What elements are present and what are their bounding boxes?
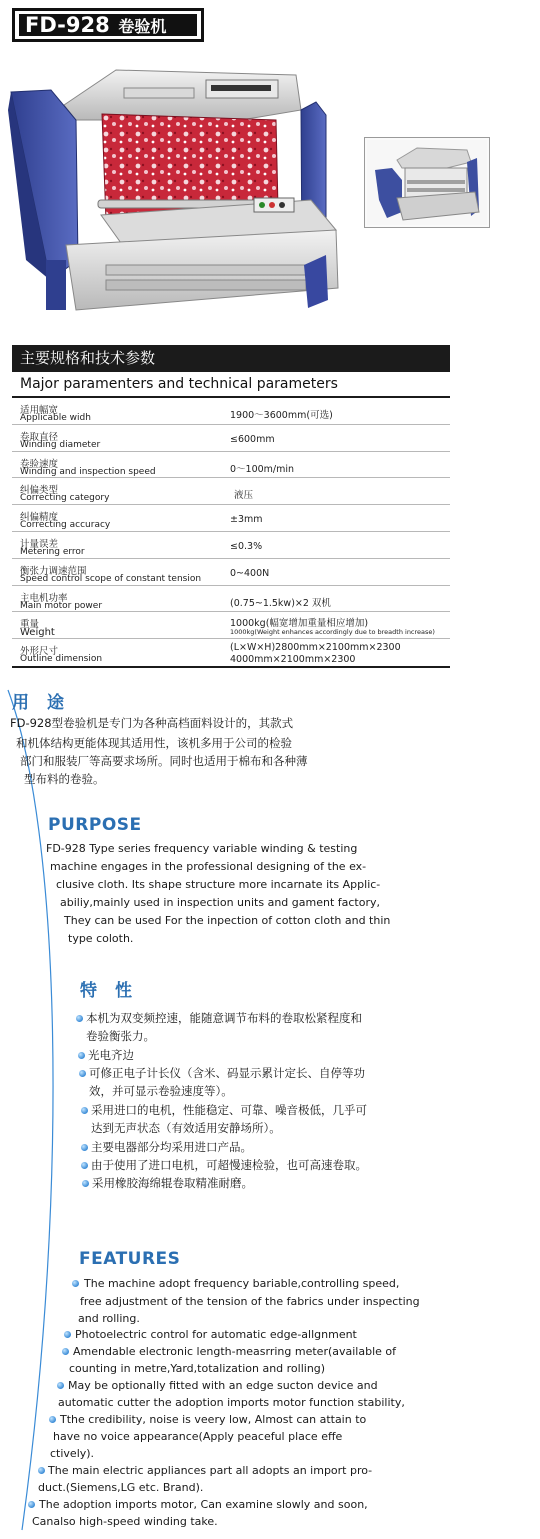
bullet-icon	[57, 1382, 64, 1389]
feature-zh-line: 本机为双变频控速，能随意调节布料的卷取松紧程度和	[86, 1011, 362, 1025]
feature-en-line: Photoelectric control for automatic edge-allgnment	[75, 1328, 357, 1341]
feature-zh-line: 主要电器部分均采用进口产品。	[91, 1140, 252, 1154]
spec-value: (0.75~1.5kw)×2 双机	[230, 597, 331, 609]
product-model: FD-928	[25, 13, 110, 37]
spec-row	[12, 505, 450, 532]
spec-row	[12, 639, 450, 666]
spec-value: ±3mm	[230, 514, 263, 526]
machine-photo-main	[6, 50, 356, 320]
spec-row	[12, 478, 450, 505]
feature-zh-line: 光电齐边	[88, 1048, 134, 1062]
spec-label-zh: 外形尺寸	[20, 646, 59, 658]
feature-en-line: duct.(Siemens,LG etc. Brand).	[38, 1481, 204, 1494]
feature-en-line: and rolling.	[78, 1312, 140, 1325]
spec-label-en: Main motor power	[20, 600, 103, 611]
purpose-line-en: They can be used For the inpection of cotton cloth and thin	[64, 914, 391, 927]
spec-label-zh: 纠偏类型	[20, 485, 59, 497]
spec-value: ≤600mm	[230, 433, 275, 445]
spec-row	[12, 532, 450, 559]
spec-value-note: 1000kg(Weight enhances accordingly due to breadth increase)	[230, 628, 435, 637]
spec-label-zh: 主电机功率	[20, 592, 68, 604]
feature-en-line: have no voice appearance(Apply peaceful place effe	[53, 1430, 343, 1443]
feature-en-line: free adjustment of the tension of the fabrics under inspecting	[80, 1295, 420, 1308]
purpose-line-en: FD-928 Type series frequency variable winding & testing	[46, 842, 358, 855]
spec-row	[12, 425, 450, 452]
spec-label-en: Applicable widh	[20, 413, 91, 423]
feature-zh-line: 效，并可显示卷验速度等）。	[89, 1084, 233, 1098]
product-title-box	[12, 8, 204, 42]
feature-en-line: ctively).	[50, 1447, 95, 1460]
bullet-icon	[81, 1162, 88, 1169]
spec-header-zh: 主要规格和技术参数	[12, 345, 450, 372]
purpose-title-en: PURPOSE	[48, 815, 142, 835]
feature-zh-line: 达到无声状态（有效适用安静场所）。	[91, 1121, 281, 1135]
feature-en-line: The adoption imports motor, Can examine slowly and soon,	[39, 1498, 368, 1511]
spec-value: 1000kg(幅宽增加重量相应增加)	[230, 618, 369, 630]
spec-row	[12, 612, 450, 639]
spec-row	[12, 398, 450, 425]
bullet-icon	[28, 1501, 35, 1508]
spec-value: ≤0.3%	[230, 540, 263, 552]
spec-header-en: Major paramenters and technical parameters	[20, 376, 338, 392]
purpose-line-en: machine engages in the professional designing of the ex-	[50, 860, 367, 873]
spec-value: (L×W×H)2800mm×2100mm×2300	[230, 642, 401, 654]
bullet-icon	[82, 1180, 89, 1187]
machine-photo-thumbnail	[367, 140, 487, 225]
spec-value: 液压	[234, 490, 254, 502]
spec-label-en: Metering error	[20, 546, 85, 557]
bullet-icon	[81, 1107, 88, 1114]
spec-value: 0~400N	[230, 567, 270, 579]
feature-zh-line: 采用进口的电机，性能稳定、可靠、噪音极低，几乎可	[91, 1103, 367, 1117]
usage-line-zh: 和机体结构更能体现其适用性，该机多用于公司的检验	[16, 736, 292, 750]
spec-label-en: Outline dimension	[20, 654, 103, 665]
spec-value: 0～100m/min	[230, 463, 295, 475]
feature-en-line: Canalso high-speed winding take.	[32, 1515, 218, 1528]
bullet-icon	[76, 1015, 83, 1022]
spec-row	[12, 559, 450, 586]
bullet-icon	[49, 1416, 56, 1423]
spec-label-zh: 适用幅宽	[20, 405, 59, 416]
spec-label-en: Weight	[20, 627, 55, 639]
feature-en-line: The main electric appliances part all adopts an import pro-	[48, 1464, 373, 1477]
bullet-icon	[79, 1070, 86, 1077]
spec-label-en: Winding and inspection speed	[20, 466, 156, 477]
spec-label-zh: 衡张力调速范围	[20, 565, 87, 577]
spec-label-zh: 计量误差	[20, 538, 59, 550]
decorative-curve	[0, 680, 80, 1539]
purpose-line-en: abiliy,mainly used in inspection units and gament factory,	[60, 896, 380, 909]
spec-row	[12, 452, 450, 479]
spec-label-en: Correcting category	[20, 493, 110, 504]
bullet-icon	[81, 1144, 88, 1151]
feature-en-line: Tthe credibility, noise is veery low, Almost can attain to	[60, 1413, 367, 1426]
feature-en-line: automatic cutter the adoption imports motor function stability,	[58, 1396, 405, 1409]
feature-en-line: Amendable electronic length-measrring meter(available of	[73, 1345, 397, 1358]
spec-label-zh: 重量	[20, 619, 40, 631]
spec-label-zh: 卷取直径	[20, 431, 59, 443]
feature-zh-line: 可修正电子计长仪（含米、码显示累计定长、自停等功	[89, 1066, 365, 1080]
feature-zh-line: 卷验衡张力。	[86, 1029, 155, 1043]
spec-value-line2: 4000mm×2100mm×2300	[230, 654, 356, 666]
spec-table	[12, 396, 450, 668]
bullet-icon	[62, 1348, 69, 1355]
spec-label-en: Speed control scope of constant tension	[20, 573, 202, 584]
spec-label-zh: 纠偏精度	[20, 512, 59, 524]
purpose-line-en: clusive cloth. Its shape structure more incarnate its Applic-	[56, 878, 381, 891]
feature-en-line: The machine adopt frequency bariable,controlling speed,	[84, 1277, 400, 1290]
features-title-en: FEATURES	[79, 1249, 181, 1269]
features-title-zh: 特性	[80, 981, 150, 1001]
product-title	[19, 14, 197, 36]
feature-en-line: May be optionally fitted with an edge sucton device and	[68, 1379, 378, 1392]
feature-zh-line: 由于使用了进口电机，可超慢速检验，也可高速卷取。	[91, 1158, 367, 1172]
feature-zh-line: 采用橡胶海绵辊卷取精准耐磨。	[92, 1176, 253, 1190]
spec-value: 1900～3600mm(可选)	[230, 410, 333, 421]
bullet-icon	[64, 1331, 71, 1338]
bullet-icon	[78, 1052, 85, 1059]
spec-row	[12, 586, 450, 613]
usage-line-zh: 型布料的卷验。	[24, 772, 105, 786]
usage-title-zh: 用途	[12, 693, 82, 713]
usage-line-zh: 部门和服装厂等高要求场所。同时也适用于棉布和各种薄	[20, 754, 308, 768]
product-name: 卷验机	[118, 17, 167, 36]
spec-label-zh: 卷验速度	[20, 458, 59, 470]
bullet-icon	[72, 1280, 79, 1287]
purpose-line-en: type coloth.	[68, 932, 134, 945]
spec-label-en: Correcting accuracy	[20, 520, 111, 531]
usage-line-zh: FD-928型卷验机是专门为各种高档面料设计的，其款式	[10, 716, 294, 730]
feature-en-line: counting in metre,Yard,totalization and rolling)	[69, 1362, 326, 1375]
bullet-icon	[38, 1467, 45, 1474]
spec-label-en: Winding diameter	[20, 439, 101, 450]
machine-photo-thumbnail-frame	[364, 137, 490, 228]
